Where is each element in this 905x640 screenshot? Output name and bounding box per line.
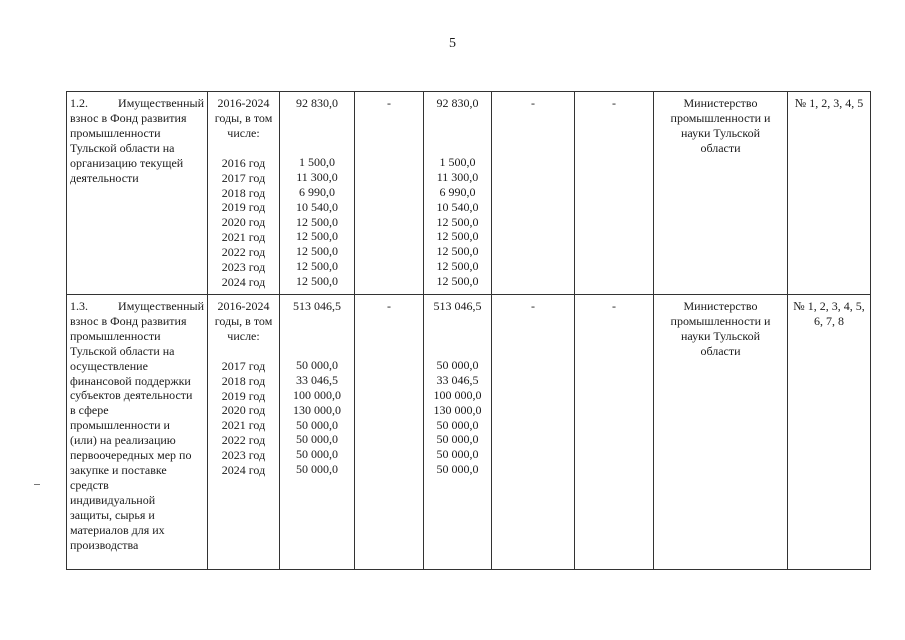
regional-budget-cell: 92 830,0 1 500,0 11 300,0 6 990,0 10 540,0 12 500,0 12 500,0 12 500,0 12 500,0 12 500,0 [424, 92, 492, 295]
measure-title-first: Имущественный [118, 299, 204, 313]
local-budget-cell: - [492, 295, 575, 570]
total-amount-cell: 92 830,0 1 500,0 11 300,0 6 990,0 10 540,0 12 500,0 12 500,0 12 500,0 12 500,0 12 500,0 [280, 92, 355, 295]
other-sources-cell: - [575, 295, 654, 570]
period-range: 2016-2024 [217, 96, 270, 110]
measure-number: 1.3. [70, 299, 88, 313]
total-amount-cell: 513 046,5 50 000,0 33 046,5 100 000,0 130 000,0 50 000,0 50 000,0 50 000,0 50 000,0 [280, 295, 355, 570]
year-list: 2017 год 2018 год 2019 год 2020 год 2021 год 2022 год 2023 год 2024 год [221, 358, 266, 478]
indicators-cell: № 1, 2, 3, 4, 5 [788, 92, 871, 295]
period-cell: 2016-2024 годы, в том числе: 2017 год 2018 год 2019 год 2020 год 2021 год 2022 год 2023 год 2024 год [208, 295, 280, 570]
regional-budget-cell: 513 046,5 50 000,0 33 046,5 100 000,0 130 000,0 50 000,0 50 000,0 50 000,0 50 000,0 [424, 295, 492, 570]
measure-title-first: Имущественный [118, 96, 204, 110]
yearly-regional-amounts: 1 500,0 11 300,0 6 990,0 10 540,0 12 500,0 12 500,0 12 500,0 12 500,0 12 500,0 [436, 154, 479, 289]
responsible-cell: Министерство промышленности и науки Тульской области [654, 295, 788, 570]
measure-description [67, 295, 208, 570]
page-number: 5 [449, 36, 456, 51]
yearly-regional-amounts: 50 000,0 33 046,5 100 000,0 130 000,0 50 000,0 50 000,0 50 000,0 50 000,0 [433, 357, 482, 477]
yearly-amounts: 50 000,0 33 046,5 100 000,0 130 000,0 50 000,0 50 000,0 50 000,0 50 000,0 [293, 357, 341, 477]
period-range: 2016-2024 [217, 299, 270, 313]
federal-budget-cell: - [355, 92, 424, 295]
margin-mark [34, 484, 40, 485]
yearly-amounts: 1 500,0 11 300,0 6 990,0 10 540,0 12 500,0 12 500,0 12 500,0 12 500,0 12 500,0 [296, 154, 338, 289]
measure-text: взнос в Фонд развития промышленности Тульской области на осуществление финансовой поддержки субъектов деятельности в сфере промышленности и (или) на реализацию первоочередных мер по закупке и поставке средств индивидуальной защиты, сырья и материалов для их производства [70, 313, 193, 552]
local-budget-cell: - [492, 92, 575, 295]
indicators-cell: № 1, 2, 3, 4, 5, 6, 7, 8 [788, 295, 871, 570]
year-list: 2016 год 2017 год 2018 год 2019 год 2020 год 2021 год 2022 год 2023 год 2024 год [221, 155, 266, 289]
responsible-cell: Министерство промышленности и науки Тульской области [654, 92, 788, 295]
measure-number: 1.2. [70, 96, 88, 110]
measures-table [66, 91, 871, 570]
measure-text: взнос в Фонд развития промышленности Тульской области на организацию текущей деятельности [70, 110, 187, 185]
table-row [67, 295, 871, 570]
measure-description [67, 92, 208, 295]
table-row [67, 92, 871, 295]
federal-budget-cell: - [355, 295, 424, 570]
other-sources-cell: - [575, 92, 654, 295]
period-cell: 2016-2024 годы, в том числе: 2016 год 2017 год 2018 год 2019 год 2020 год 2021 год 2022 год 2023 год 2024 год [208, 92, 280, 295]
